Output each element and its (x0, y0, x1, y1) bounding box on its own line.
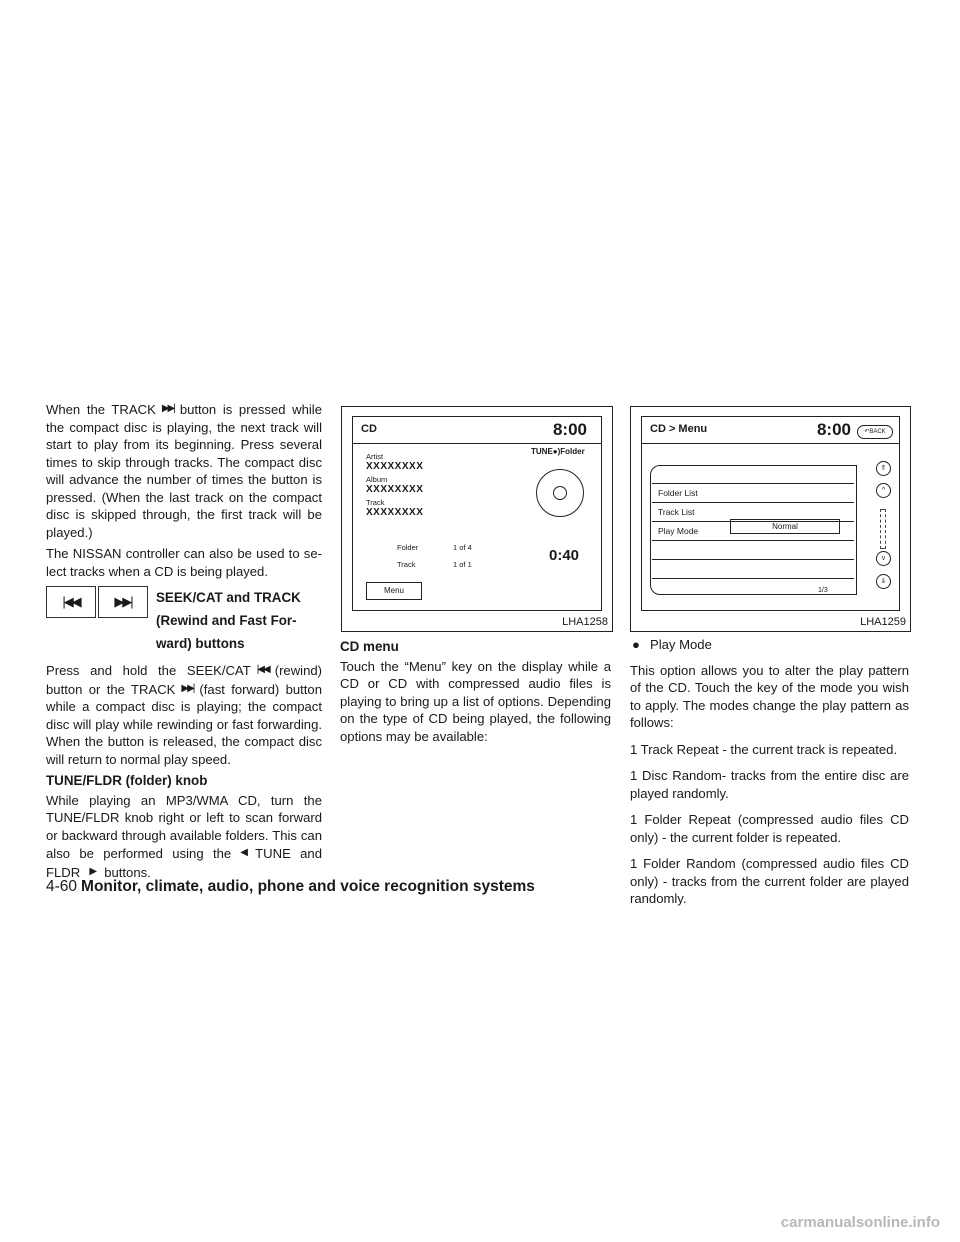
list-item-play-mode[interactable]: Play Mode (652, 522, 854, 541)
folder-repeat-paragraph: 1 Folder Repeat (compressed audio files CD only) - the current folder is repeated. (630, 812, 909, 845)
tune-fldr-heading: TUNE/FLDR (folder) knob (46, 773, 208, 788)
middle-column (340, 634, 611, 749)
track-repeat-paragraph: 1 Track Repeat - the current track is repeated. (630, 741, 898, 757)
track-row-value: 1 of 1 (453, 560, 472, 569)
header-divider (353, 443, 601, 444)
scroll-down-icon[interactable]: v (876, 551, 891, 566)
list-item-folder-list[interactable]: Folder List (652, 484, 854, 503)
scroll-up-icon[interactable]: ^ (876, 483, 891, 498)
figure-id: LHA1259 (860, 616, 906, 628)
header-divider (642, 443, 899, 444)
seek-paragraph: Press and hold the SEEK/CAT |◀◀ (rewind) button or the TRACK ▶▶| (fast forward) button while a compact disc is playing; the compact disc will play while rewinding or fast forwarding. When the button is released, the compact disc will return to normal play speed. (46, 663, 322, 767)
disc-random-paragraph: 1 Disc Random- tracks from the entire disc are played randomly. (630, 768, 909, 801)
elapsed-time: 0:40 (549, 547, 580, 564)
tune-paragraph: While playing an MP3/WMA CD, turn the TUNE/FLDR knob right or left to scan forward or backward through available folders. This can also be performed using the ◀ TUNE and FLDR ▶ buttons. (46, 792, 322, 880)
list-item-track-list[interactable]: Track List (652, 503, 854, 522)
seek-track-buttons (46, 586, 322, 655)
page-number: 4-60 (46, 878, 78, 895)
forward-small-icon: ▶▶| (181, 682, 194, 694)
seek-track-heading: SEEK/CAT and TRACK (Rewind and Fast For- ward) buttons (156, 590, 301, 651)
rewind-icon: |◀◀ (46, 586, 96, 618)
album-label: Album (366, 475, 388, 484)
scrollbar[interactable] (880, 509, 886, 549)
left-arrow-icon: ◀ (240, 847, 246, 858)
track-forward-icon: ▶▶| (161, 403, 174, 414)
bullet-icon: ● (632, 637, 640, 652)
folder-row-value: 1 of 4 (453, 543, 472, 552)
page-count: 1/3 (818, 587, 828, 594)
track-paragraph: When the TRACK ▶▶| button is pressed while the compact disc is playing, the next track will start to play from its beginning. Press several times to skip through tracks. The compact disc will advance the number of times the button is pressed. (When the last track on the compact disc is skipped through, the first track will be played.) (46, 402, 322, 540)
list-row-blank (652, 560, 854, 579)
controller-paragraph: The NISSAN controller can also be used to se-lect tracks when a CD is being played. (46, 546, 322, 579)
cd-screen (352, 416, 602, 611)
clock: 8:00 (552, 420, 587, 439)
track-value: XXXXXXXX (366, 507, 424, 518)
right-column (630, 634, 909, 917)
track-label: Track (366, 498, 385, 507)
rewind-small-icon: |◀◀ (256, 664, 269, 675)
track-row-label: Track (397, 560, 416, 569)
figure-id: LHA1258 (562, 616, 608, 628)
cd-menu-figure (630, 406, 911, 632)
folder-random-paragraph: 1 Folder Random (compressed audio files CD only) - tracks from the current folder are played randomly. (630, 856, 909, 906)
back-arrow-icon: ↶ (864, 429, 870, 435)
list-row-blank (652, 541, 854, 560)
artist-value: XXXXXXXX (366, 461, 424, 472)
album-value: XXXXXXXX (366, 484, 424, 495)
left-column (46, 400, 322, 885)
cd-menu-paragraph: Touch the “Menu” key on the display while a CD or CD with compressed audio files is playing to bring up a list of options. Depending on the type of CD being played, the following options may be available: (340, 658, 611, 744)
disc-hub (553, 486, 567, 500)
back-button[interactable]: ↶BACK (857, 425, 893, 439)
folder-row-label: Folder (397, 543, 419, 552)
section-title: Monitor, climate, audio, phone and voice recognition systems (81, 878, 535, 895)
fast-forward-icon: ▶▶| (98, 586, 148, 618)
cd-menu-heading: CD menu (340, 639, 399, 654)
cd-menu-screen (641, 416, 900, 611)
scroll-top-icon[interactable]: ⇑ (876, 461, 891, 476)
cd-screen-figure (341, 406, 613, 632)
artist-label: Artist (366, 452, 384, 461)
tune-knob-icon: ●) (552, 447, 561, 456)
watermark: carmanualsonline.info (780, 1214, 940, 1231)
screen-title: CD > Menu (650, 423, 708, 435)
page-footer (46, 878, 535, 896)
right-arrow-icon: ▶ (89, 865, 96, 877)
list-row-blank (652, 465, 854, 484)
play-mode-value[interactable]: Normal (730, 519, 840, 534)
screen-title: CD (361, 423, 377, 435)
play-mode-bullet: ● Play Mode (632, 637, 712, 652)
menu-button[interactable]: Menu (366, 582, 422, 600)
clock: 8:00 (816, 420, 851, 439)
tune-folder-label: TUNE●)Folder (531, 447, 585, 456)
play-mode-paragraph: This option allows you to alter the play pattern of the CD. Touch the key of the mode you wish to apply. The modes change the play pattern as follows: (630, 662, 909, 730)
scroll-bottom-icon[interactable]: ⇓ (876, 574, 891, 589)
